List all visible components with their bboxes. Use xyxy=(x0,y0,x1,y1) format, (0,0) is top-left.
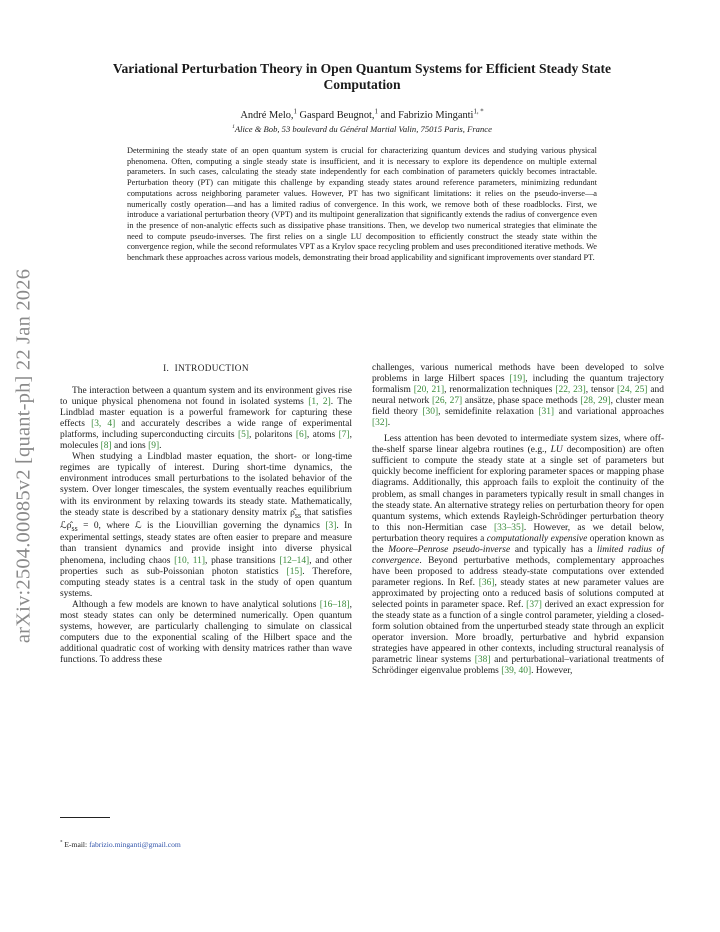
citation-link[interactable]: [8] xyxy=(100,441,112,452)
citation-link[interactable]: [1, 2] xyxy=(308,397,331,408)
text-run: , polaritons xyxy=(248,430,296,441)
intro-paragraph-3 xyxy=(60,600,352,666)
text-run: = 0, where ℒ is the Liouvillian governing the dynamics xyxy=(77,520,326,531)
arxiv-identifier-text: arXiv:2504.00085v2 [quant-ph] 22 Jan 2026 xyxy=(12,268,35,644)
text-run: , most steady states can only be determined numerically. Open quantum systems, however, are particularly challenging to simulate on classical computers due to the exponential scaling of the Hilbert space and the additional quadratic cost of working with density matrices rather than wave functions. To address these xyxy=(60,599,352,665)
citation-link[interactable]: [3] xyxy=(325,520,337,531)
abstract: Determining the steady state of an open quantum system is crucial for characterizing quantum devices and studying various physical phenomena. Often, computing a single steady state is insufficient, and it is necessary to explore its dependence on multiple external parameters. In such cases, calculating the steady state independently for each combination of parameters quickly becomes intractable. Perturbation theory (PT) can mitigate this challenge by expanding steady states around reference parameters, minimizing redundant computations across neighboring parameter values. However, PT has two significant limitations: it relies on the pseudo-inverse—a numerically costly operation—and has a limited radius of convergence. In this work, we remove both of these roadblocks. First, we introduce a variational perturbation theory (VPT) and its multipoint generalization that significantly extends the radius of convergence even in the presence of non-analytic effects such as dissipative phase transitions. Then, we develop two numerical strategies that eliminate the need to compute pseudo-inverses. The first relies on a single LU decomposition to efficiently construct the steady state within the convergence region, while the second reformulates VPT as a Krylov space recycling problem and uses preconditioned iterative methods. We benchmark these approaches across various models, demonstrating their broad applicability and significant improvements over standard PT. xyxy=(127,146,597,263)
citation-link[interactable]: [22, 23] xyxy=(555,385,586,396)
text-run: . In experimental settings, steady states are often easier to prepare and measure than transient dynamics and provide insight into diverse physical phenomena, including chaos xyxy=(60,520,352,566)
text-run: , steady states at new parameter values are approximated by projecting onto a reduced basis of solutions computed at selected points in parameter space. Ref. xyxy=(372,577,664,610)
text-run: and variational approaches xyxy=(554,407,664,418)
author-3-sup: 1, * xyxy=(473,108,484,116)
text-run: ansätze, phase space methods xyxy=(462,396,581,407)
author-1-sup: 1 xyxy=(293,108,297,116)
author-2-sup: 1 xyxy=(374,108,378,116)
text-run: . However, xyxy=(531,666,573,677)
citation-link[interactable]: [32] xyxy=(372,418,388,429)
subscript: ss xyxy=(71,523,78,533)
citation-link[interactable]: [33–35] xyxy=(494,522,524,533)
affiliation-sup: 1 xyxy=(232,124,235,131)
text-run: . Therefore, computing steady states is a central task in the study of open quantum systems. xyxy=(60,566,352,599)
text-run: and typically has a xyxy=(510,544,597,555)
title-line-1: Variational Perturbation Theory in Open Quantum Systems for Efficient Steady State xyxy=(112,61,612,76)
affiliation-text: Alice & Bob, 53 boulevard du Général Martial Valin, 75015 Paris, France xyxy=(234,124,492,134)
citation-link[interactable]: [10, 11] xyxy=(174,555,206,566)
paper-title xyxy=(60,61,664,93)
email-link[interactable]: fabrizio.minganti@gmail.com xyxy=(89,840,181,849)
footnote-mark: * xyxy=(60,840,63,846)
text-run: and accurately describes a wide range of experimental platforms, including superconducting circuits xyxy=(60,419,352,441)
footnote-rule xyxy=(60,817,110,818)
text-run: , semidefinite relaxation xyxy=(438,407,539,418)
text-run: , tensor xyxy=(585,385,618,396)
text-run: decomposition) are often sufficient to compute the steady state at a single set of parameters but quickly become inefficient for exploring parameter spaces or mapping phase diagrams. Additionally, this approach fails to exploit the continuity of the problem, as small changes in parameters typically result in small changes in the steady state. An alternative strategy relies on perturbation theory for open quantum systems, which extends Rayleigh-Schrödinger perturbation theory to this non-Hermitian case xyxy=(372,445,665,533)
text-run: operation known as the xyxy=(372,533,664,555)
text-run: . Beyond perturbative methods, complementary approaches have been proposed to address steady-state computations over extended parameter regions. In Ref. xyxy=(372,555,664,588)
section-title: INTRODUCTION xyxy=(174,363,249,373)
text-run: The interaction between a quantum system and its environment gives rise to unique physical phenomena not found in isolated systems xyxy=(60,386,352,408)
emphasis: computationally expensive xyxy=(486,533,588,544)
intro-paragraph-3-continued xyxy=(372,363,664,429)
citation-link[interactable]: [15] xyxy=(286,566,303,577)
text-run: , renormalization techniques xyxy=(444,385,556,396)
section-heading xyxy=(60,363,352,374)
citation-link[interactable]: [16–18] xyxy=(319,599,350,610)
citation-link[interactable]: [30] xyxy=(422,407,439,418)
citation-link[interactable]: [31] xyxy=(538,407,555,418)
citation-link[interactable]: [12–14] xyxy=(279,555,310,566)
citation-link[interactable]: [5] xyxy=(237,430,249,441)
text-run: When studying a Lindblad master equation, the short- or long-time regimes are typically of interest. During short-time dynamics, the environment introduces small perturbations to the isolated behavior of the system. Over longer timescales, the system eventually reaches equilibrium with its environment by relaxing towards its steady state. Mathematically, the steady state is described by a stationary density matrix ρ̂ xyxy=(60,452,352,518)
text-run: , molecules xyxy=(60,430,352,452)
citation-link[interactable]: [38] xyxy=(474,655,491,666)
emphasis: limited radius of convergence xyxy=(372,544,664,566)
citation-link[interactable]: [26, 27] xyxy=(431,396,463,407)
footnote xyxy=(60,840,181,849)
citation-link[interactable]: [24, 25] xyxy=(617,385,648,396)
text-run: . xyxy=(159,441,162,452)
affiliation xyxy=(60,124,664,135)
text-run: , cluster mean field theory xyxy=(372,396,664,418)
text-run: . The Lindblad master equation is a powerful framework for capturing these effects xyxy=(60,397,352,430)
citation-link[interactable]: [36] xyxy=(478,577,495,588)
title-line-2: Computation xyxy=(323,77,401,92)
intro-paragraph-4 xyxy=(372,434,664,677)
text-run: , including the quantum trajectory formalism xyxy=(372,374,664,396)
citation-link[interactable]: [6] xyxy=(295,430,307,441)
text-run: challenges, various numerical methods have been developed to solve problems in large Hilbert spaces xyxy=(372,363,664,385)
left-column xyxy=(60,363,352,666)
emphasis: LU xyxy=(550,445,563,456)
citation-link[interactable]: [3, 4] xyxy=(91,419,116,430)
citation-link[interactable]: [37] xyxy=(526,599,542,610)
text-run: Although a few models are known to have analytical solutions xyxy=(72,599,320,610)
author-2: Gaspard Beugnot, xyxy=(299,110,375,121)
arxiv-identifier xyxy=(14,256,34,656)
text-run: and ions xyxy=(111,441,149,452)
text-run: , phase transitions xyxy=(205,555,280,566)
citation-link[interactable]: [39, 40] xyxy=(501,666,532,677)
section-number: I. xyxy=(163,363,170,373)
text-run: , atoms xyxy=(306,430,339,441)
citation-link[interactable]: [9] xyxy=(148,441,160,452)
subscript: ss xyxy=(294,510,302,520)
author-3: and Fabrizio Minganti xyxy=(380,110,474,121)
text-run: . However, as we detail below, perturbation theory requires a xyxy=(372,522,664,544)
author-1: André Melo, xyxy=(240,110,294,121)
intro-paragraph-2 xyxy=(60,452,352,599)
text-run: and perturbational–variational treatments of Schrödinger eigenvalue problems xyxy=(372,655,664,677)
emphasis: Moore–Penrose pseudo-inverse xyxy=(388,544,511,555)
citation-link[interactable]: [20, 21] xyxy=(413,385,445,396)
text-run: Less attention has been devoted to intermediate system sizes, where off-the-shelf sparse linear algebra routines (e.g., xyxy=(372,434,664,456)
intro-paragraph-1 xyxy=(60,386,352,452)
text-run: derived an exact expression for the steady state as a function of a single control parameter, yielding a closed-form solution obtained from the unperturbed steady state through an explicit operator inversion. More broadly, perturbative and hybrid expansion strategies have appeared in other contexts, including structural reanalysis of parametric linear systems xyxy=(372,599,664,666)
text-run: , and other properties such as sub-Poissonian photon statistics xyxy=(60,555,352,577)
text-run: and neural network xyxy=(372,385,664,407)
citation-link[interactable]: [19] xyxy=(509,374,526,385)
footnote-label: E-mail: xyxy=(64,840,88,849)
citation-link[interactable]: [28, 29] xyxy=(580,396,611,407)
right-column xyxy=(372,363,664,677)
text-run: . xyxy=(387,418,391,429)
text-run: that satisfies ℒρ̂ xyxy=(60,507,352,531)
citation-link[interactable]: [7] xyxy=(338,430,350,441)
author-list xyxy=(60,109,664,122)
